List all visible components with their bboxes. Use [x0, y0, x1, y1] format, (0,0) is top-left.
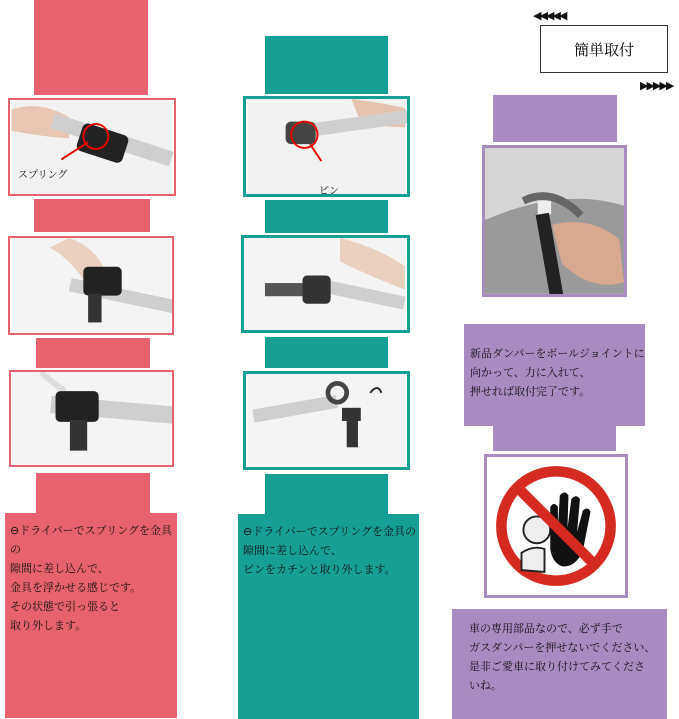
decorative-left-arrows: ◀◀◀◀◀ — [533, 9, 566, 22]
right-divider-bar — [493, 426, 616, 451]
middle-photo-1 — [243, 96, 410, 197]
damper-install-photo — [485, 148, 624, 294]
pin-caption: ピン — [319, 186, 339, 197]
middle-photo-2 — [241, 235, 410, 333]
bracket-lift-photo — [10, 238, 172, 333]
pin-detached-photo — [244, 238, 407, 330]
no-push-warning-icon — [487, 457, 625, 595]
left-divider-bar-1 — [34, 199, 150, 232]
left-instruction-header — [36, 473, 150, 513]
middle-divider-bar-2 — [265, 337, 388, 368]
separated-parts-photo — [246, 374, 407, 467]
left-divider-bar-2 — [36, 338, 150, 368]
right-note-text: 車の専用部品なので、必ず手で ガスダンパーを押せないでください、 是非ご愛車に取り付けてみてくださ いね。 — [469, 622, 656, 692]
right-warning-frame — [484, 454, 628, 598]
spring-caption: スプリング — [18, 170, 68, 181]
left-photo-3 — [9, 370, 174, 467]
left-photo-1 — [8, 98, 176, 196]
left-instruction-text: ⊖ドライバーでスプリングを金具の 隙間に差し込んで、 金具を浮かせる感じです。 その状態で引っ張ると 取り外します。 — [10, 524, 173, 632]
right-header-bar — [493, 95, 617, 142]
right-photo-install — [482, 145, 627, 297]
right-instruction-panel — [464, 324, 645, 426]
middle-header-bar — [265, 36, 388, 94]
left-header-bar — [34, 0, 148, 95]
page-title: 簡単取付 — [540, 25, 668, 73]
middle-photo-3 — [243, 371, 410, 470]
middle-divider-bar-1 — [265, 200, 388, 233]
left-instruction-panel — [5, 513, 177, 718]
middle-instruction-header — [265, 474, 388, 514]
right-instruction-text: 新品ダンパーをボールジョイントに 向かって、力に入れて、 押せれば取付完了です。 — [470, 347, 645, 398]
middle-instruction-panel — [238, 514, 419, 719]
middle-instruction-text: ⊖ドライバーでスプリングを金具の 隙間に差し込んで、 ピンをカチンと取り外します。 — [243, 525, 417, 576]
left-photo-2 — [8, 236, 174, 335]
right-note-panel — [452, 609, 667, 719]
decorative-right-arrows: ▶▶▶▶▶ — [640, 79, 673, 92]
pin-removal-photo — [246, 99, 407, 194]
removed-bracket-photo — [11, 372, 172, 465]
